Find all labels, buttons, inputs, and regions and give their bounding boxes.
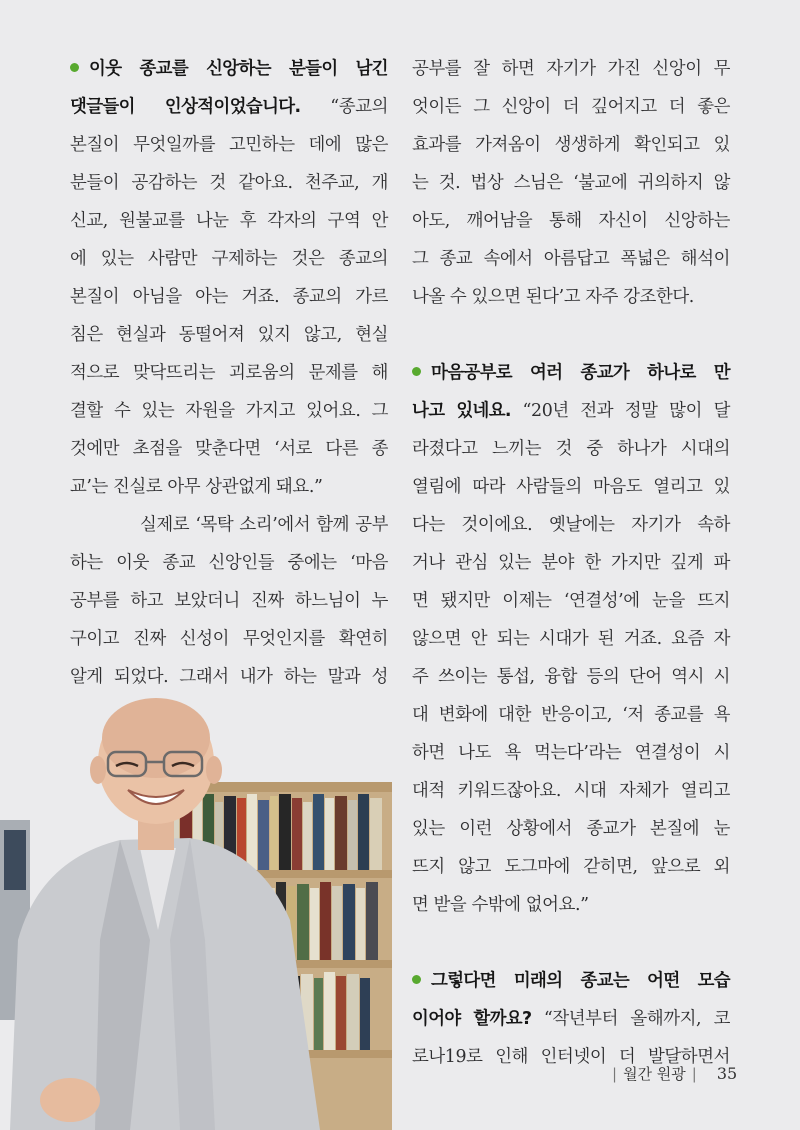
- text-line: [70, 316, 388, 354]
- interview-question: 이웃 종교를 신앙하는 분들이 남긴: [89, 59, 388, 79]
- body-text: 교’는 진실로 아무 상관없게 돼요.”: [70, 477, 323, 497]
- body-text: 대 변화에 대한 반응이고, ‘저 종교를 욕: [412, 705, 730, 725]
- body-text: 결할 수 있는 자원을 가지고 있어요. 그: [70, 401, 388, 421]
- text-line: [70, 240, 388, 278]
- text-line: [412, 658, 730, 696]
- body-text: 침은 현실과 동떨어져 있지 않고, 현실: [70, 325, 388, 345]
- text-line: [412, 50, 730, 88]
- text-line: [70, 278, 388, 316]
- right-column: [412, 50, 730, 1076]
- body-text: 않으면 안 되는 시대가 된 거죠. 요즘 자: [412, 629, 730, 649]
- footer-separator: |: [612, 1065, 618, 1083]
- text-line: [70, 620, 388, 658]
- page-footer: [606, 1063, 737, 1084]
- text-line: [412, 544, 730, 582]
- interview-question: 나고 있네요.: [412, 401, 511, 421]
- text-line: [412, 582, 730, 620]
- green-bullet-icon: [70, 63, 79, 72]
- body-text: 나올 수 있으면 된다’고 자주 강조한다.: [412, 287, 694, 307]
- body-text: 적으로 맞닥뜨리는 괴로움의 문제를 해: [70, 363, 388, 383]
- question-line: [412, 962, 730, 1000]
- text-line: [70, 430, 388, 468]
- text-line: [70, 582, 388, 620]
- text-line: [412, 810, 730, 848]
- text-line: [412, 430, 730, 468]
- question-line: [70, 50, 388, 88]
- body-text: 에 있는 사람만 구제하는 것은 종교의: [70, 249, 388, 269]
- body-text: 그 종교 속에서 아름답고 폭넓은 해석이: [412, 249, 730, 269]
- footer-separator: |: [691, 1065, 697, 1083]
- text-line: [412, 620, 730, 658]
- text-line: [412, 696, 730, 734]
- body-text: 면 됐지만 이제는 ‘연결성’에 눈을 뜨지: [412, 591, 730, 611]
- monk-photo: [0, 690, 392, 1130]
- body-text: 실제로 ‘목탁 소리’에서 함께 공부: [140, 515, 388, 535]
- text-line: [70, 354, 388, 392]
- body-text: 본질이 무엇일까를 고민하는 데에 많은: [70, 135, 388, 155]
- interview-question: 댓글들이 인상적이었습니다.: [70, 97, 301, 117]
- body-text: 공부를 하고 보았더니 진짜 하느님이 누: [70, 591, 388, 611]
- body-text: 알게 되었다. 그래서 내가 하는 말과 성: [70, 667, 388, 687]
- body-text: 구이고 진짜 신성이 무엇인지를 확연히: [70, 629, 388, 649]
- body-text: 는 것. 법상 스님은 ‘불교에 귀의하지 않: [412, 173, 730, 193]
- body-text: 다는 것이에요. 옛날에는 자기가 속하: [412, 515, 730, 535]
- body-text: 신교, 원불교를 나눈 후 각자의 구역 안: [70, 211, 388, 231]
- text-line: [412, 126, 730, 164]
- body-text: “20년 전과 정말 많이 달: [510, 401, 730, 421]
- body-text: 공부를 잘 하면 자기가 가진 신앙이 무: [412, 59, 730, 79]
- text-line: [412, 88, 730, 126]
- body-text: 로나19로 인해 인터넷이 더 발달하면서: [412, 1047, 730, 1067]
- text-line: [412, 734, 730, 772]
- body-text: 뜨지 않고 도그마에 갇히면, 앞으로 외: [412, 857, 730, 877]
- body-text: 본질이 아님을 아는 거죠. 종교의 가르: [70, 287, 388, 307]
- body-text: “종교의: [300, 97, 388, 117]
- paragraph-gap: [412, 924, 730, 962]
- question-line: [412, 1000, 730, 1038]
- text-line: [70, 544, 388, 582]
- body-text: 하는 이웃 종교 신앙인들 중에는 ‘마음: [70, 553, 388, 573]
- question-line: [412, 354, 730, 392]
- monk-with-bookshelf-image: [0, 690, 392, 1130]
- body-text: 라졌다고 느끼는 것 중 하나가 시대의: [412, 439, 730, 459]
- text-line: [412, 278, 730, 316]
- text-line: [412, 772, 730, 810]
- question-line: [412, 392, 730, 430]
- body-text: 대적 키워드잖아요. 시대 자체가 열리고: [412, 781, 730, 801]
- text-line: [412, 468, 730, 506]
- text-line: [70, 164, 388, 202]
- green-bullet-icon: [412, 975, 421, 984]
- green-bullet-icon: [412, 367, 421, 376]
- body-text: 아도, 깨어남을 통해 자신이 신앙하는: [412, 211, 730, 231]
- text-line: [70, 506, 388, 544]
- body-text: 열림에 따라 사람들의 마음도 열리고 있: [412, 477, 730, 497]
- question-line: [70, 88, 388, 126]
- paragraph-gap: [412, 316, 730, 354]
- text-line: [412, 506, 730, 544]
- text-line: [70, 392, 388, 430]
- body-text: 엇이든 그 신앙이 더 깊어지고 더 좋은: [412, 97, 730, 117]
- body-text: 있는 이런 상황에서 종교가 본질에 눈: [412, 819, 730, 839]
- body-text: “작년부터 올해까지, 코: [531, 1009, 730, 1029]
- interview-question: 이어야 할까요?: [412, 1009, 532, 1029]
- body-text: 것에만 초점을 맞춘다면 ‘서로 다른 종: [70, 439, 388, 459]
- text-line: [412, 202, 730, 240]
- text-line: [412, 848, 730, 886]
- body-text: 분들이 공감하는 것 같아요. 천주교, 개: [70, 173, 388, 193]
- body-text: 하면 나도 욕 먹는다’라는 연결성이 시: [412, 743, 730, 763]
- text-line: [70, 468, 388, 506]
- body-text: 면 받을 수밖에 없어요.”: [412, 895, 589, 915]
- body-text: 거나 관심 있는 분야 한 가지만 깊게 파: [412, 553, 730, 573]
- text-line: [412, 164, 730, 202]
- interview-question: 그렇다면 미래의 종교는 어떤 모습: [431, 971, 730, 991]
- text-line: [70, 126, 388, 164]
- text-line: [412, 240, 730, 278]
- text-line: [70, 202, 388, 240]
- body-text: 효과를 가져옴이 생생하게 확인되고 있: [412, 135, 730, 155]
- page-number: 35: [716, 1064, 738, 1083]
- interview-question: 마음공부로 여러 종교가 하나로 만: [431, 363, 730, 383]
- magazine-name: 월간 원광: [623, 1065, 686, 1083]
- text-line: [412, 886, 730, 924]
- body-text: 주 쓰이는 통섭, 융합 등의 단어 역시 시: [412, 667, 730, 687]
